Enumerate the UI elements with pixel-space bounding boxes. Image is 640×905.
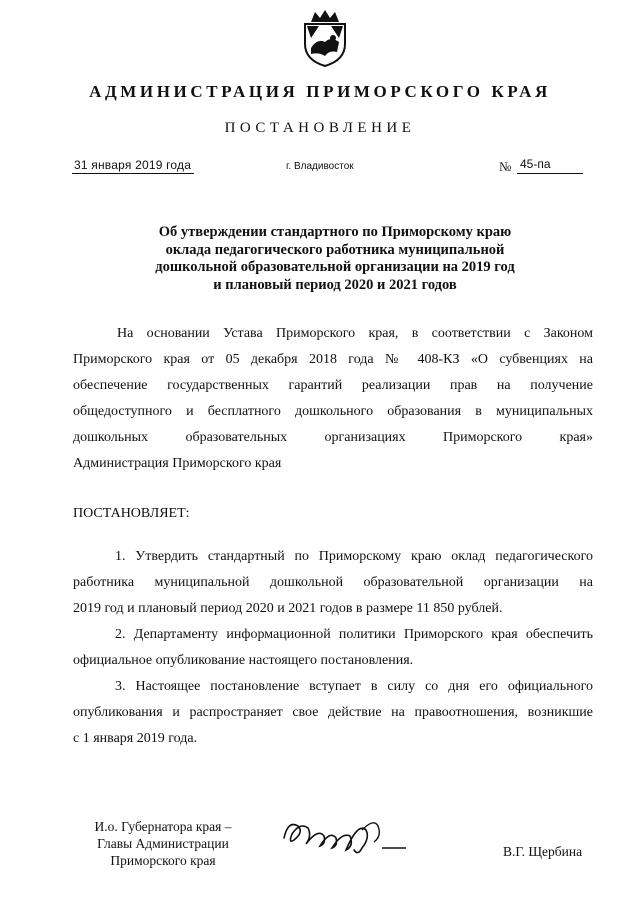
position-line: И.о. Губернатора края –	[94, 819, 232, 834]
date-underline	[72, 173, 194, 174]
decree-word: ПОСТАНОВЛЯЕТ:	[73, 506, 190, 521]
document-city: г. Владивосток	[286, 161, 354, 172]
preamble-line: дошкольных образовательных организациях Приморского края»	[73, 430, 593, 445]
position-line: Приморского края	[110, 853, 216, 868]
signatory-name: В.Г. Щербина	[503, 844, 583, 859]
document-date: 31 января 2019 года	[74, 158, 192, 172]
preamble	[73, 321, 593, 477]
decree-items	[73, 544, 593, 752]
title-line: оклада педагогического работника муниципальной	[165, 241, 505, 258]
item-line: 3. Настоящее постановление вступает в силу со дня его официального	[115, 679, 593, 694]
preamble-line: На основании Устава Приморского края, в соответствии с Законом	[117, 326, 593, 341]
position-line: Главы Администрации	[97, 836, 229, 851]
document-title	[70, 224, 600, 294]
number-sign: №	[499, 159, 512, 174]
preamble-line: Администрация Приморского края	[73, 456, 282, 471]
document-number: 45-па	[520, 157, 551, 171]
title-line: Об утверждении стандартного по Приморскому краю	[158, 224, 512, 240]
item-line: 2019 год и плановый период 2020 и 2021 годов в размере 11 850 рублей.	[73, 601, 503, 616]
preamble-line: общедоступного и бесплатного дошкольного образования в муниципальных	[73, 404, 593, 419]
item-line: работника муниципальной дошкольной образовательной организации на	[73, 575, 593, 590]
item-line: 1. Утвердить стандартный по Приморскому краю оклад педагогического	[115, 549, 593, 564]
preamble-line: обеспечение государственных гарантий реализации прав на получение	[73, 378, 593, 393]
organization-name: АДМИНИСТРАЦИЯ ПРИМОРСКОГО КРАЯ	[89, 82, 551, 101]
item-line: официальное опубликование настоящего постановления.	[73, 653, 414, 668]
preamble-line: Приморского края от 05 декабря 2018 года № 408-КЗ «О субвенциях на	[73, 352, 593, 367]
coat-of-arms-icon	[299, 8, 351, 68]
number-underline	[517, 173, 583, 174]
document-type: ПОСТАНОВЛЕНИЕ	[224, 120, 416, 136]
handwritten-signature	[278, 808, 408, 862]
item-line: 2. Департаменту информационной политики Приморского края обеспечить	[115, 627, 593, 642]
item-line: с 1 января 2019 года.	[73, 731, 198, 746]
title-line: и плановый период 2020 и 2021 годов	[213, 276, 457, 293]
item-line: опубликования и распространяет свое действие на правоотношения, возникшие	[73, 705, 593, 720]
title-line: дошкольной образовательной организации на 2019 год	[155, 259, 515, 275]
signatory-position	[78, 818, 248, 869]
